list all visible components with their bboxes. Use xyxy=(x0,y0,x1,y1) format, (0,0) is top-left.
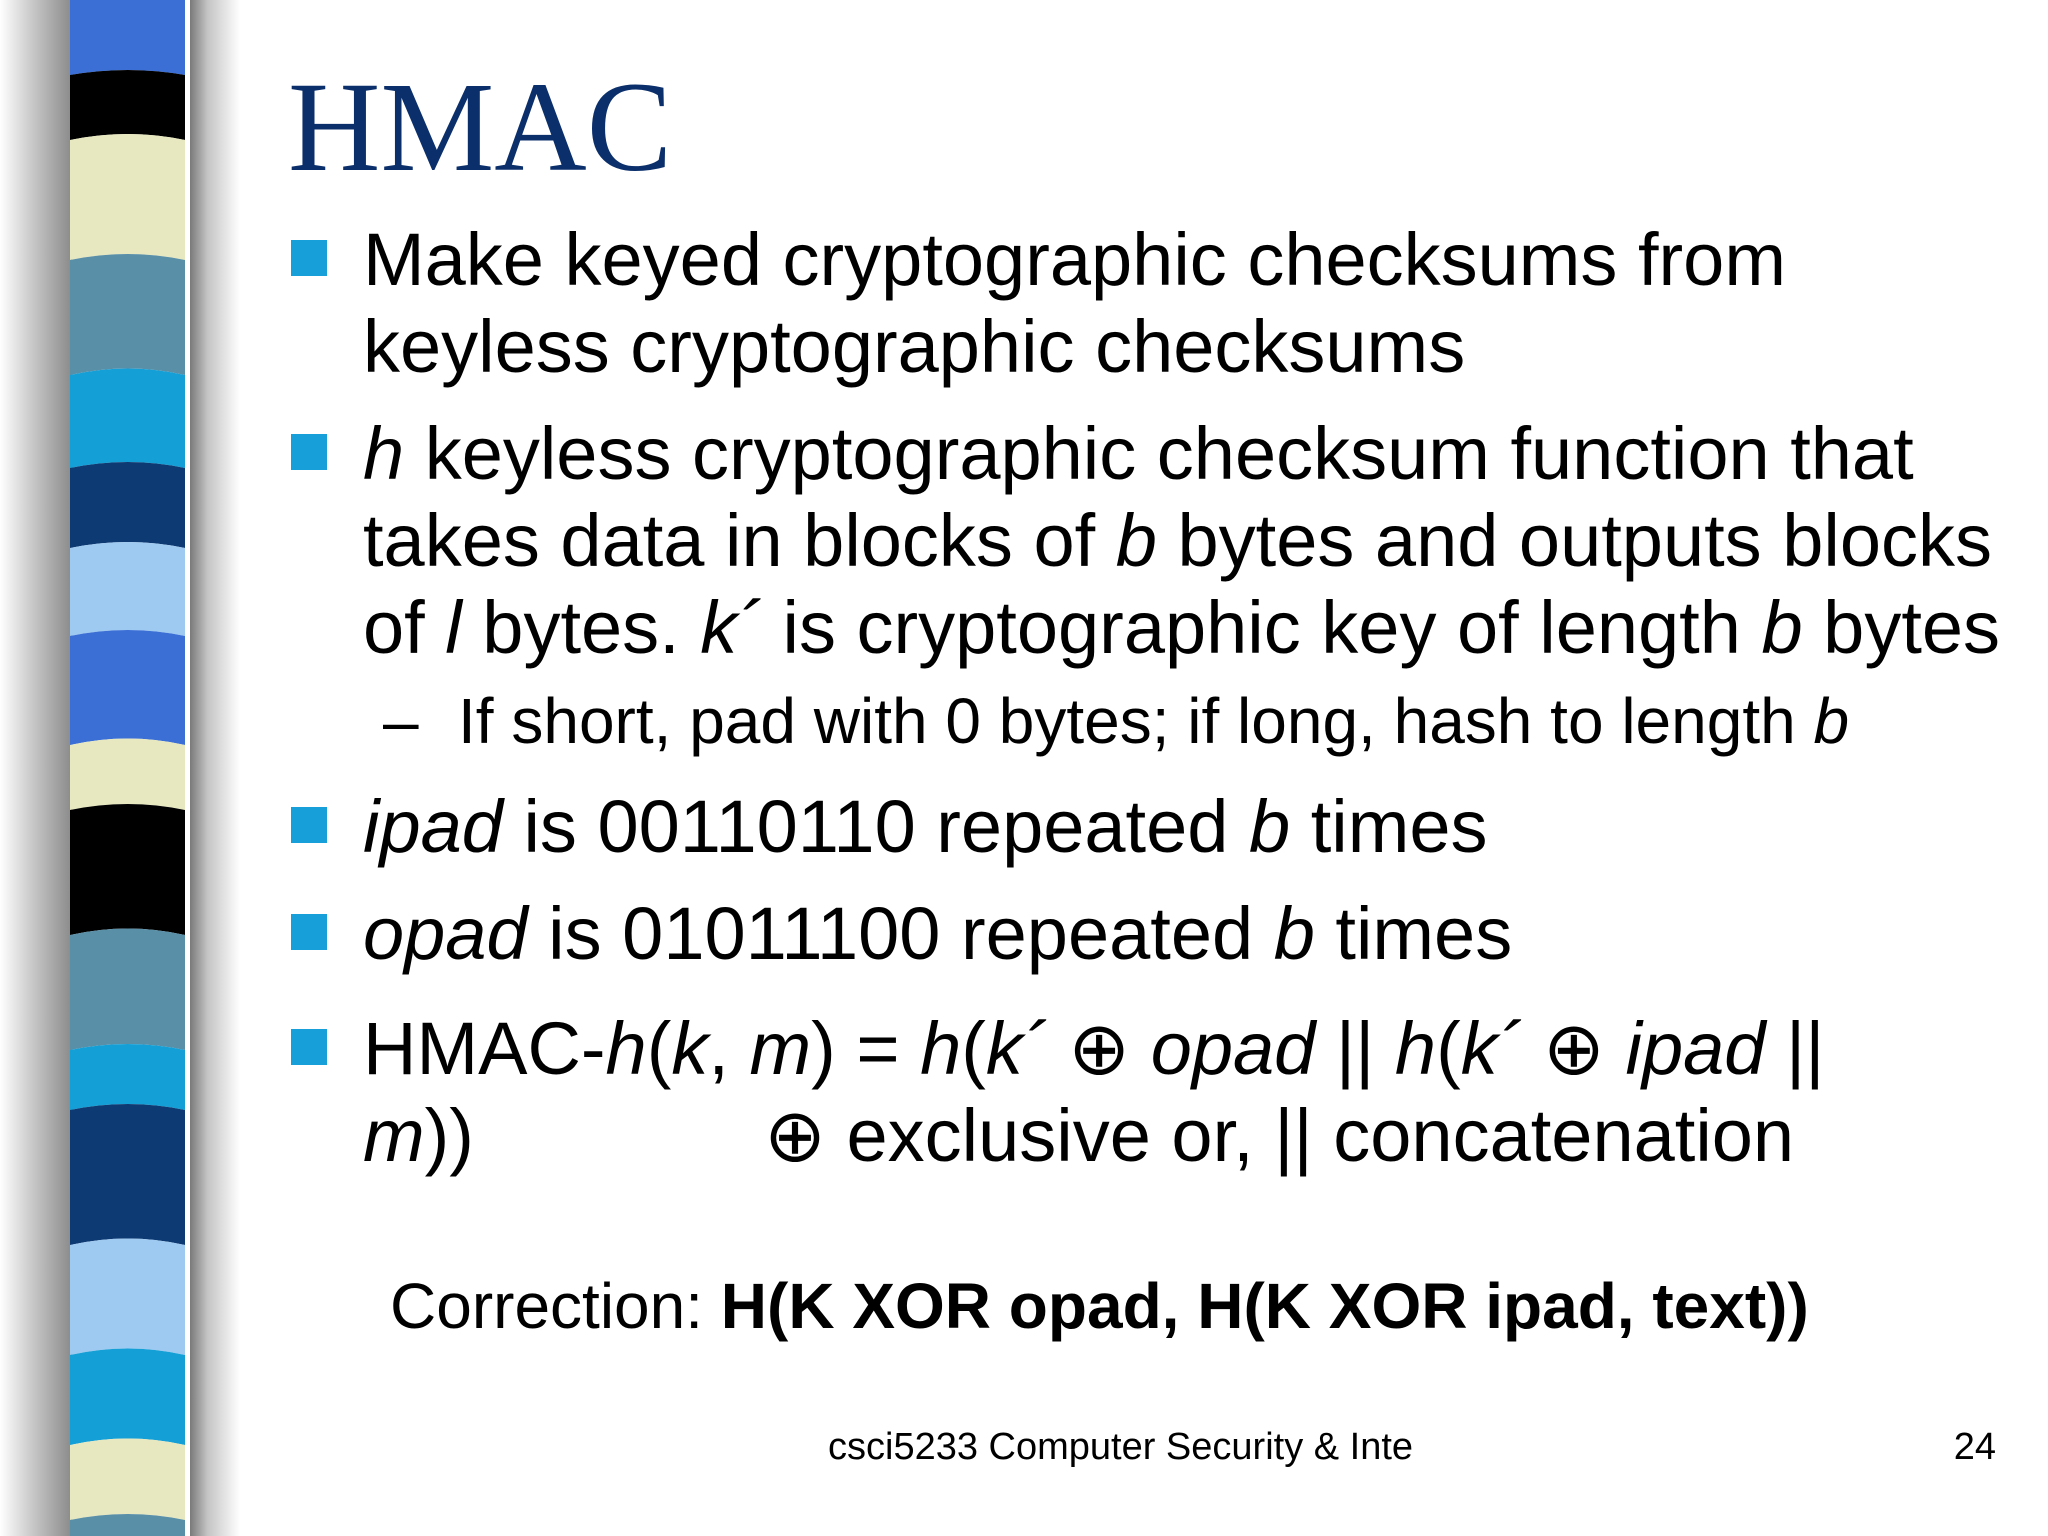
slide-title: HMAC xyxy=(288,56,673,198)
text-span: keyless cryptographic checksum function that takes data in blocks of xyxy=(363,412,1914,582)
var-b: b xyxy=(1115,499,1157,582)
square-bullet-icon xyxy=(291,434,327,470)
sub-bullet-padding xyxy=(288,681,2028,761)
text-span: || xyxy=(1765,1007,1825,1090)
var-ipad: ipad xyxy=(1625,1007,1766,1090)
text-span: ) = xyxy=(811,1007,921,1090)
bullet-item-ipad xyxy=(288,783,2028,870)
bullet-text xyxy=(363,410,2028,671)
var-h: h xyxy=(1394,1007,1437,1090)
sub-bullet-text: If short, pad with 0 bytes; if long, hash to length xyxy=(458,685,1814,757)
text-span: )) xyxy=(424,1094,474,1177)
dash-icon: – xyxy=(383,685,419,757)
text-span: ( xyxy=(646,1007,672,1090)
text-span: bytes xyxy=(1802,586,2001,669)
correction-label: Correction: xyxy=(390,1270,721,1342)
slide-footer: csci5233 Computer Security & Inte xyxy=(828,1426,1414,1468)
var-l: l xyxy=(445,586,462,669)
operator-legend: ⊕ exclusive or, || concatenation xyxy=(763,1094,1795,1177)
var-b: b xyxy=(1761,586,1803,669)
correction-note xyxy=(390,1266,1809,1346)
bullet-text xyxy=(363,890,2028,977)
bullet-text xyxy=(363,783,2028,870)
bullet-text-line: Make keyed cryptographic checksums from xyxy=(363,218,1786,301)
square-bullet-icon xyxy=(291,1029,327,1065)
bullet-list xyxy=(288,216,2028,1179)
var-h: h xyxy=(363,412,405,495)
text-span: ( xyxy=(1436,1007,1461,1090)
text-span: bytes and outputs blocks of xyxy=(363,499,1992,669)
text-span: is 00110110 repeated xyxy=(502,785,1249,868)
square-bullet-icon xyxy=(291,240,327,276)
correction-formula: H(K XOR opad, H(K XOR ipad, text)) xyxy=(720,1270,1809,1342)
var-opad: opad xyxy=(1150,1007,1316,1090)
var-b: b xyxy=(1813,685,1850,757)
text-span: ( xyxy=(961,1007,986,1090)
square-bullet-icon xyxy=(291,914,327,950)
bullet-item-opad xyxy=(288,890,2028,977)
var-h: h xyxy=(605,1007,647,1090)
formula-line xyxy=(363,1092,2028,1179)
bullet-text-line: keyless cryptographic checksums xyxy=(363,305,1466,388)
var-k: k xyxy=(671,1007,709,1090)
text-span: HMAC- xyxy=(363,1007,606,1090)
var-ipad: ipad xyxy=(363,785,503,868)
decorative-sidebar xyxy=(0,0,240,1536)
bullet-item-function-h xyxy=(288,410,2028,671)
var-b: b xyxy=(1248,785,1291,868)
text-span: is 01011100 repeated xyxy=(527,892,1274,975)
var-b: b xyxy=(1273,892,1315,975)
text-span: bytes. xyxy=(461,586,701,669)
sidebar-pattern xyxy=(0,0,240,1536)
var-k-prime: k´ xyxy=(700,586,762,669)
xor-symbol: ⊕ xyxy=(1522,1007,1626,1090)
var-k-prime: k´ xyxy=(985,1007,1048,1090)
text-span: times xyxy=(1290,785,1488,868)
var-k-prime: k´ xyxy=(1460,1007,1523,1090)
text-span: || xyxy=(1315,1007,1395,1090)
square-bullet-icon xyxy=(291,807,327,843)
var-h: h xyxy=(920,1007,962,1090)
bullet-item-hmac-formula xyxy=(288,1005,2028,1179)
var-m: m xyxy=(749,1007,812,1090)
formula-line xyxy=(363,1005,2028,1092)
var-opad: opad xyxy=(363,892,528,975)
text-span: is cryptographic key of length xyxy=(761,586,1762,669)
page-number: 24 xyxy=(1953,1426,1996,1468)
bullet-item-keyed-checksums xyxy=(288,216,2028,390)
xor-symbol: ⊕ xyxy=(1047,1007,1151,1090)
var-m: m xyxy=(363,1094,425,1177)
text-span: times xyxy=(1314,892,1513,975)
text-span: , xyxy=(708,1007,750,1090)
